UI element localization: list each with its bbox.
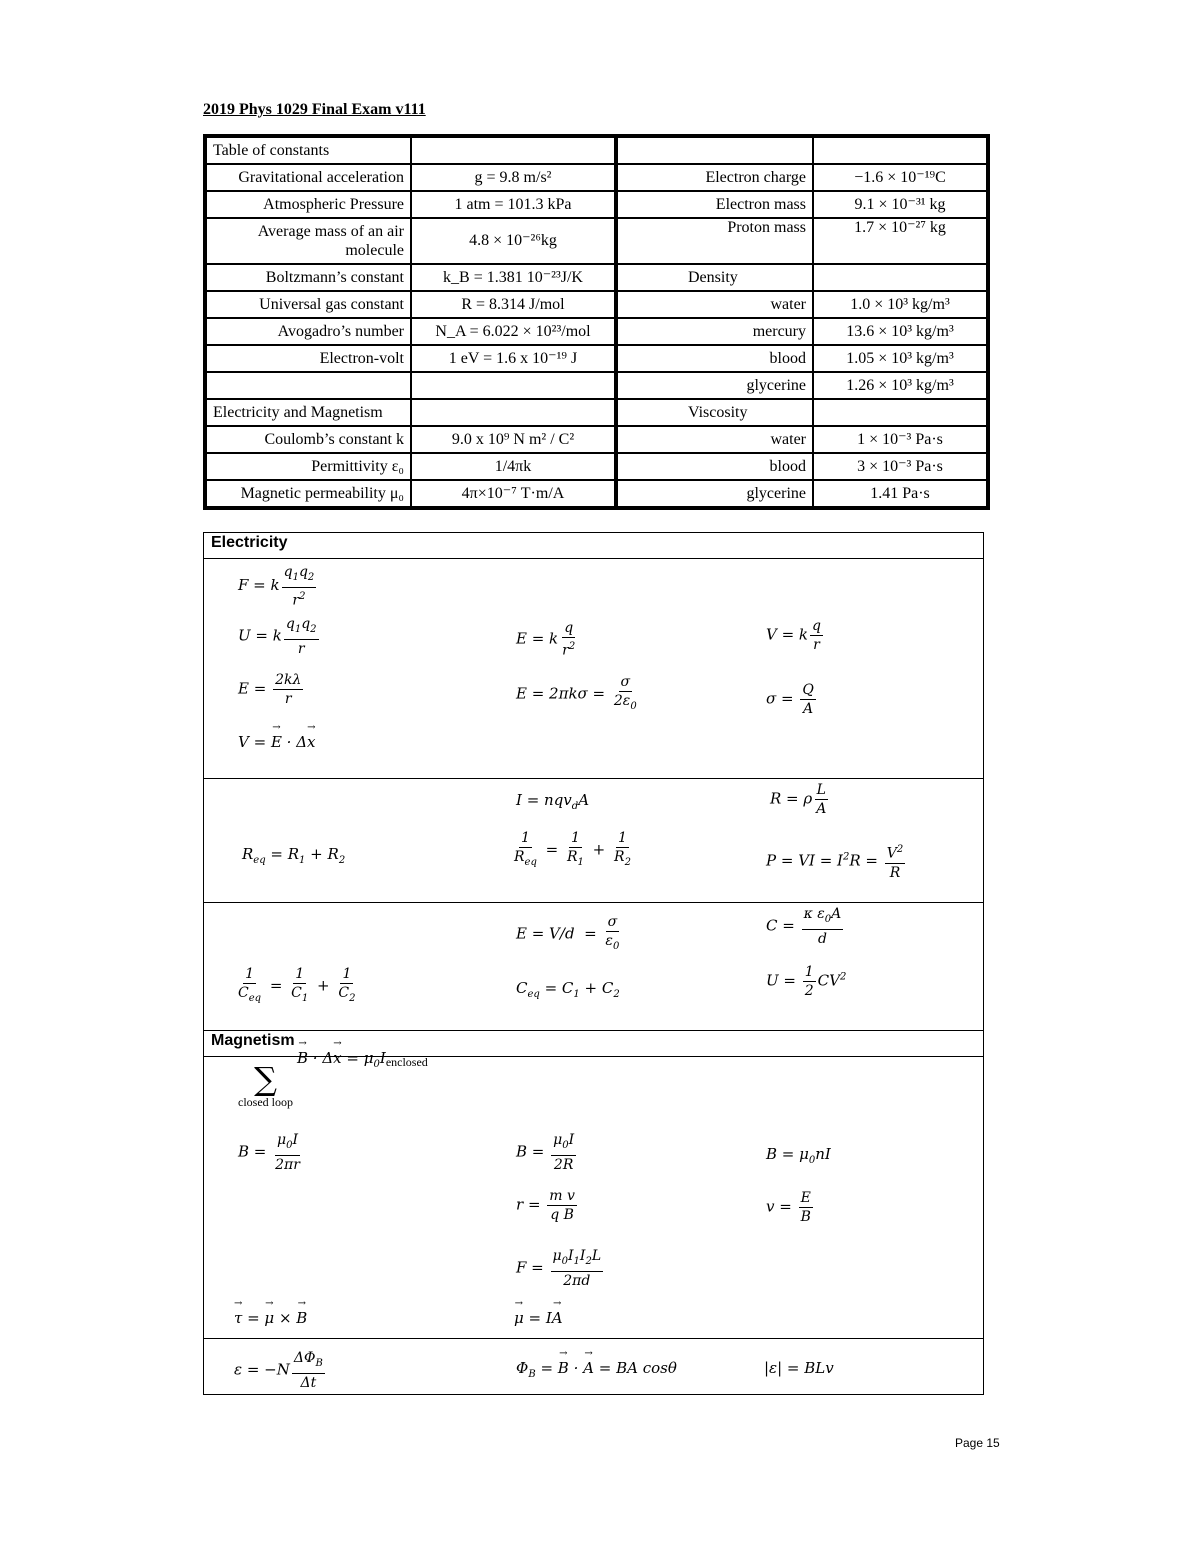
electricity-heading: Electricity	[211, 534, 288, 551]
constants-row	[205, 318, 988, 345]
formula-wire-field: B = $\frac{\mu_0I}{2\pi r}$	[238, 1132, 300, 1173]
constant-label: Permittivity ε₀	[205, 453, 411, 480]
constant-label: Magnetic permeability μ₀	[205, 480, 411, 508]
constant-value: N_A = 6.022 × 10²³/mol	[411, 318, 616, 345]
constant-value: 9.0 x 10⁹ N m² / C²	[411, 426, 616, 453]
constant-label: Boltzmann’s constant	[205, 264, 411, 291]
constant-value: 1 atm = 101.3 kPa	[411, 191, 616, 218]
formula-resistance: R = ρ $\frac{L}{A}$	[770, 782, 827, 817]
constant-value: 4π×10⁻⁷ T·m/A	[411, 480, 616, 508]
constants-row	[205, 264, 988, 291]
constant-label: Electron mass	[616, 191, 813, 218]
constant-label: water	[616, 426, 813, 453]
formula-series-capacitance: $\frac{1}{C_{eq}}$ = $\frac{1}{C_1}$ + $\frac{1}{C_2}$	[238, 966, 356, 1004]
formula-velocity-selector: v = $\frac{E}{B}$	[766, 1190, 811, 1225]
formula-capacitance: C = $\frac{\kappa \varepsilon_0A}{d}$	[766, 906, 842, 947]
constants-row	[205, 291, 988, 318]
formula-parallel-wires-force: F = $\frac{\mu_0I_1I_2L}{2\pi d}$	[516, 1248, 602, 1289]
constant-value	[411, 372, 616, 399]
constant-label: glycerine	[616, 372, 813, 399]
formula-amperes-law: ∑ closed loop B → · Δx → = $\mu_0I_{enclosed}$	[238, 1063, 428, 1110]
constant-value: 1 × 10⁻³ Pa·s	[813, 426, 988, 453]
formula-power: P = VI = $I^2R$ = $\frac{V^2}{R}$	[766, 841, 907, 882]
constants-table	[203, 134, 990, 510]
constant-value: 13.6 × 10³ kg/m³	[813, 318, 988, 345]
constant-value: 1 eV = 1.6 x 10⁻¹⁹ J	[411, 345, 616, 372]
constants-heading: Table of constants	[205, 136, 411, 164]
constant-value	[813, 264, 988, 291]
constants-row	[205, 399, 988, 426]
formula-series-resistance: $R_{eq} = R_1 + R_2$	[242, 845, 346, 866]
formula-sheet	[203, 532, 984, 1395]
constant-label: Universal gas constant	[205, 291, 411, 318]
constant-value: −1.6 × 10⁻¹⁹C	[813, 164, 988, 191]
constant-value: g = 9.8 m/s²	[411, 164, 616, 191]
formula-point-potential: V = k $\frac{q}{r}$	[766, 618, 821, 653]
constant-label: glycerine	[616, 480, 813, 508]
constant-label: Electron-volt	[205, 345, 411, 372]
constant-label: Average mass of an air molecule	[205, 218, 411, 264]
constant-label: Proton mass	[616, 218, 813, 264]
constants-row	[205, 164, 988, 191]
constant-value	[813, 399, 988, 426]
formula-drift-current: I = nqv$_d$A	[516, 791, 590, 812]
formula-parallel-resistance: $\frac{1}{R_{eq}}$ = $\frac{1}{R_1}$ + $\frac{1}{R_2}$	[514, 830, 631, 868]
constant-label: mercury	[616, 318, 813, 345]
constant-label: Gravitational acceleration	[205, 164, 411, 191]
constant-label: blood	[616, 453, 813, 480]
constant-value: 4.8 × 10⁻²⁶kg	[411, 218, 616, 264]
formula-potential-energy: U = k $\frac{q_1q_2}{r}$	[238, 616, 317, 657]
formula-magnetic-flux: $\Phi_B = B$ → · A → = BA cosθ	[516, 1359, 677, 1380]
constants-row	[205, 345, 988, 372]
constants-row	[205, 191, 988, 218]
constant-value: 1.05 × 10³ kg/m³	[813, 345, 988, 372]
constant-value	[411, 399, 616, 426]
constants-row	[205, 372, 988, 399]
formula-magnetic-moment: μ → = IA →	[514, 1309, 563, 1327]
formula-surface-charge: σ = $\frac{Q}{A}$	[766, 682, 814, 717]
formula-motional-emf: |ε| = BLv	[764, 1359, 834, 1377]
constant-value: k_B = 1.381 10⁻²³J/K	[411, 264, 616, 291]
constants-row	[205, 480, 988, 508]
exam-title: 2019 Phys 1029 Final Exam v111	[203, 101, 426, 118]
constant-value: 1.0 × 10³ kg/m³	[813, 291, 988, 318]
formula-capacitor-energy: U = $\frac{1}{2}$ $CV^2$	[766, 964, 847, 999]
constant-label: Coulomb’s constant k	[205, 426, 411, 453]
constant-label: Electricity and Magnetism	[205, 399, 411, 426]
formula-line-field: E = $\frac{2k\lambda}{r}$	[238, 672, 302, 707]
constant-label: Atmospheric Pressure	[205, 191, 411, 218]
constant-label: Avogadro’s number	[205, 318, 411, 345]
constants-row	[205, 426, 988, 453]
constant-value: 1.41 Pa·s	[813, 480, 988, 508]
formula-cyclotron-radius: r = $\frac{\text{m v}}{\text{q B}}$	[516, 1188, 575, 1223]
magnetism-heading: Magnetism	[211, 1032, 295, 1049]
constant-label: water	[616, 291, 813, 318]
constant-value: R = 8.314 J/mol	[411, 291, 616, 318]
constant-label: Density	[616, 264, 813, 291]
constant-value: 9.1 × 10⁻³¹ kg	[813, 191, 988, 218]
formula-coulomb-force: F = k $\frac{q_1q_2}{r^2}$	[238, 564, 315, 609]
page-number: Page 15	[955, 1436, 1000, 1450]
formula-solenoid-field: $B = \mu_0nI$	[766, 1145, 831, 1166]
formula-plane-field: E = 2πkσ = $\frac{\sigma}{2\varepsilon_0}$	[516, 674, 637, 712]
constant-label: Electron charge	[616, 164, 813, 191]
formula-torque: τ → = μ → × B →	[234, 1309, 307, 1327]
formula-parallel-capacitance: $C_{eq} = C_1 + C_2$	[516, 979, 620, 1000]
constants-header-row	[205, 136, 988, 164]
constant-value: 1.7 × 10⁻²⁷ kg	[813, 218, 988, 264]
formula-capacitor-field: E = V/d = $\frac{\sigma}{\varepsilon_0}$	[516, 914, 620, 952]
constant-value: 1.26 × 10³ kg/m³	[813, 372, 988, 399]
constant-value: 1/4πk	[411, 453, 616, 480]
constant-label: Viscosity	[616, 399, 813, 426]
formula-potential-field: V = E → · Δx →	[238, 733, 316, 751]
formula-point-field: E = k $\frac{q}{r^2}$	[516, 620, 576, 659]
constants-row	[205, 218, 988, 264]
constant-value: 3 × 10⁻³ Pa·s	[813, 453, 988, 480]
formula-loop-field: B = $\frac{\mu_0I}{2R}$	[516, 1132, 575, 1173]
constant-label: blood	[616, 345, 813, 372]
formula-faraday-law: ε = −N $\frac{\Delta\Phi_B}{\Delta t}$	[234, 1350, 323, 1391]
constants-row	[205, 453, 988, 480]
constant-label	[205, 372, 411, 399]
